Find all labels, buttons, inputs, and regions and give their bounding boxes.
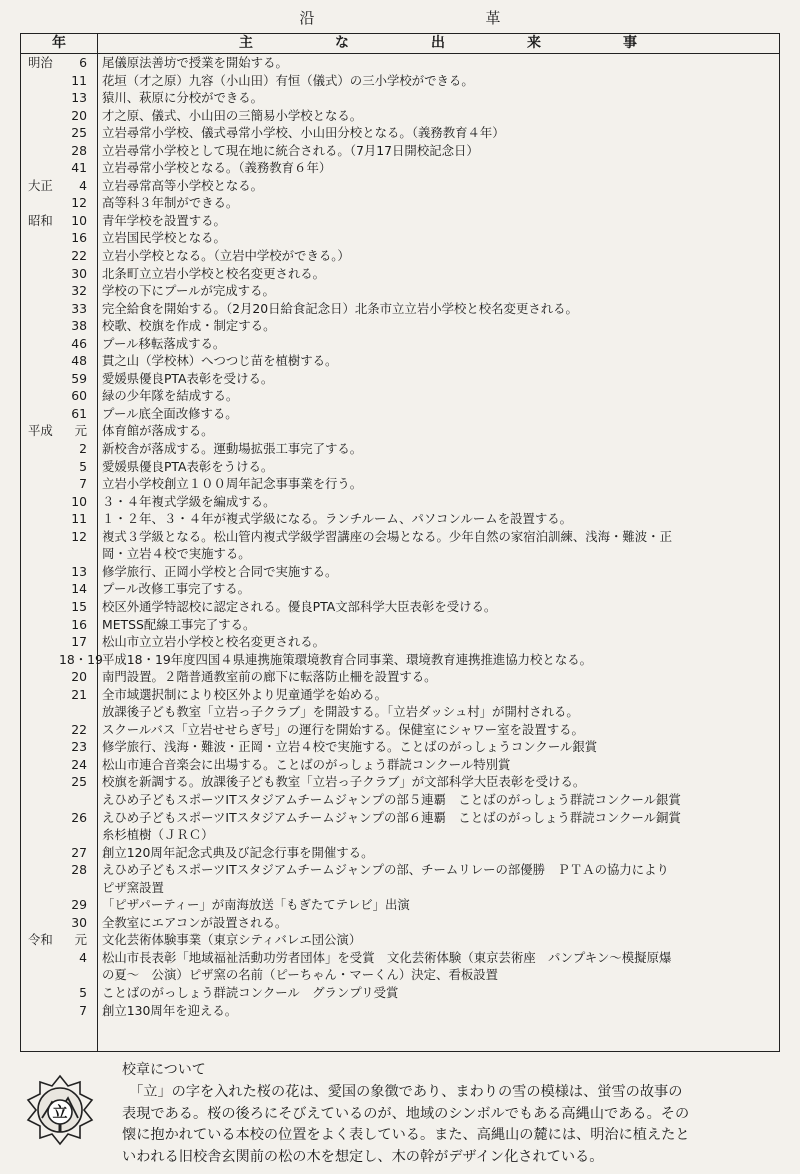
row-event <box>97 931 779 949</box>
table-row <box>21 756 779 774</box>
row-year: 33 <box>71 300 87 316</box>
row-era <box>21 229 59 247</box>
event-line: 糸杉植樹（ＪＲＣ） <box>102 827 214 843</box>
header-year: 年 <box>52 35 66 51</box>
table-row <box>21 387 779 405</box>
table-row <box>21 580 779 598</box>
emblem-heading: 校章について <box>122 1062 206 1078</box>
event-line: 体育館が落成する。 <box>102 423 214 439</box>
event-line: 立岩尋常小学校として現在地に統合される。（7月17日開校記念日） <box>102 142 479 158</box>
table-row <box>21 651 779 669</box>
event-line: ３・４年複式学級を編成する。 <box>102 493 276 509</box>
row-event <box>97 896 779 914</box>
event-line: プール底全面改修する。 <box>102 405 238 421</box>
row-era: 明治 <box>28 55 53 70</box>
table-row <box>21 229 779 247</box>
table-row <box>21 405 779 423</box>
row-era <box>21 124 59 142</box>
event-line: えひめ子どもスポーツITスタジアムチームジャンプの部５連覇 ことばのがっしょう群読コンクール銀賞 <box>102 791 681 807</box>
row-event <box>97 159 779 177</box>
row-era <box>21 914 59 932</box>
table-row <box>21 493 779 511</box>
table-row <box>21 300 779 318</box>
table-row <box>21 721 779 739</box>
row-event <box>97 616 779 634</box>
row-era <box>21 633 59 651</box>
row-year: 13 <box>71 90 87 106</box>
table-row <box>21 89 779 107</box>
history-table <box>20 33 780 1052</box>
row-era <box>21 651 59 669</box>
table-row <box>21 335 779 353</box>
row-event <box>97 668 779 686</box>
row-era <box>21 668 59 686</box>
row-event <box>97 317 779 335</box>
event-line: 全市域選択制により校区外より児童通学を始める。 <box>102 686 387 702</box>
event-line: 才之原、儀式、小山田の三簡易小学校となる。 <box>102 107 363 123</box>
event-line: 創立130周年を迎える。 <box>102 1002 238 1018</box>
event-line: 複式３学級となる。松山管内複式学級学習講座の会場となる。少年自然の家宿泊訓練、浅海・難波・正 <box>102 528 672 544</box>
row-year: 48 <box>71 353 87 369</box>
event-line: 愛媛県優良PTA表彰をうける。 <box>102 458 274 474</box>
table-row <box>21 458 779 476</box>
event-line: 「ピザパーティー」が南海放送「もぎたてテレビ」出演 <box>102 897 410 913</box>
row-era <box>21 1002 59 1020</box>
row-year: 17 <box>71 634 87 650</box>
row-event <box>97 756 779 774</box>
row-era <box>21 580 59 598</box>
row-year: 7 <box>79 1002 87 1018</box>
row-era <box>21 107 59 125</box>
event-line: 新校舎が落成する。運動場拡張工事完了する。 <box>102 441 363 457</box>
table-row <box>21 1002 779 1020</box>
event-line: １・２年、３・４年が複式学級になる。ランチルーム、パソコンルームを設置する。 <box>102 511 573 527</box>
emblem-text-line: 懐に抱かれている本校の位置をよく表している。また、高縄山の麓には、明治に植えたと <box>122 1127 690 1143</box>
event-line: 校旗を新調する。放課後子ども教室「立岩っ子クラブ」が文部科学大臣表彰を受ける。 <box>102 774 586 790</box>
table-row <box>21 949 779 984</box>
row-era: 昭和 <box>28 212 53 228</box>
row-year: 10 <box>71 212 87 228</box>
table-row <box>21 370 779 388</box>
row-era <box>21 300 59 318</box>
row-year: 12 <box>71 195 87 211</box>
row-era <box>21 72 59 90</box>
row-year: 30 <box>71 265 87 281</box>
row-event <box>97 229 779 247</box>
row-year: 20 <box>71 669 87 685</box>
table-row <box>21 809 779 844</box>
event-line: 校歌、校旗を作成・制定する。 <box>102 318 276 334</box>
table-row <box>21 352 779 370</box>
row-year: 29 <box>71 897 87 913</box>
row-event <box>97 809 779 844</box>
table-row <box>21 861 779 896</box>
table-row <box>21 844 779 862</box>
row-event <box>97 528 779 563</box>
table-row <box>21 107 779 125</box>
row-year: 61 <box>71 405 87 421</box>
row-era <box>21 686 59 721</box>
row-year: 21 <box>71 686 87 702</box>
row-year: 24 <box>71 756 87 772</box>
table-row <box>21 773 779 808</box>
row-era <box>21 247 59 265</box>
event-line: 尾儀原法善坊で授業を開始する。 <box>102 55 288 70</box>
row-year: 18・19 <box>59 651 103 667</box>
row-event <box>97 861 779 896</box>
row-event <box>97 440 779 458</box>
event-line: 立岩尋常小学校、儀式尋常小学校、小山田分校となる。（義務教育４年） <box>102 125 505 141</box>
table-row <box>21 686 779 721</box>
event-line: METSS配線工事完了する。 <box>102 616 256 632</box>
row-event <box>97 124 779 142</box>
event-line: 創立120周年記念式典及び記念行事を開催する。 <box>102 844 374 860</box>
table-row <box>21 598 779 616</box>
row-event <box>97 651 779 669</box>
row-era <box>21 142 59 160</box>
row-year: 5 <box>79 458 87 474</box>
table-row <box>21 54 779 72</box>
row-year: 28 <box>71 862 87 878</box>
table-row <box>21 265 779 283</box>
table-row <box>21 177 779 195</box>
row-year: 26 <box>71 809 87 825</box>
row-event <box>97 984 779 1002</box>
event-line: 修学旅行、浅海・難波・正岡・立岩４校で実施する。ことばのがっしょうコンクール銀賞 <box>102 739 598 755</box>
row-year: 4 <box>79 177 87 193</box>
event-line: 立岩小学校創立１００周年記念事事業を行う。 <box>102 476 363 492</box>
event-line: 立岩国民学校となる。 <box>102 230 226 246</box>
row-era <box>21 352 59 370</box>
row-event <box>97 282 779 300</box>
event-line: 放課後子ども教室「立岩っ子クラブ」を開設する。「立岩ダッシュ村」が開村される。 <box>102 704 579 720</box>
row-era <box>21 89 59 107</box>
row-year: 22 <box>71 248 87 264</box>
row-event <box>97 580 779 598</box>
table-row <box>21 247 779 265</box>
row-year: 元 <box>74 932 87 948</box>
row-event <box>97 352 779 370</box>
table-row <box>21 194 779 212</box>
row-event <box>97 142 779 160</box>
row-event <box>97 1002 779 1020</box>
table-row <box>21 616 779 634</box>
row-era: 大正 <box>28 177 53 193</box>
row-event <box>97 563 779 581</box>
row-era <box>21 738 59 756</box>
row-event <box>97 914 779 932</box>
row-era <box>21 387 59 405</box>
row-year: 59 <box>71 370 87 386</box>
row-year: 元 <box>74 423 87 439</box>
event-line: プール移転落成する。 <box>102 335 226 351</box>
row-era: 平成 <box>28 423 53 439</box>
row-era <box>21 809 59 844</box>
table-row <box>21 440 779 458</box>
row-year: 12 <box>71 528 87 544</box>
row-year: 46 <box>71 335 87 351</box>
table-row <box>21 159 779 177</box>
row-event <box>97 844 779 862</box>
row-event <box>97 54 779 72</box>
row-era <box>21 335 59 353</box>
table-row <box>21 931 779 949</box>
row-year: 5 <box>79 984 87 1000</box>
table-body <box>21 54 779 1019</box>
row-year: 11 <box>71 72 87 88</box>
row-event <box>97 387 779 405</box>
row-event <box>97 177 779 195</box>
row-event <box>97 107 779 125</box>
row-era <box>21 370 59 388</box>
event-line: 貫之山（学校林）へつつじ苗を植樹する。 <box>102 353 338 369</box>
event-line: 南門設置。２階普通教室前の廊下に転落防止柵を設置する。 <box>102 669 437 685</box>
row-year: 20 <box>71 107 87 123</box>
row-year: 16 <box>71 616 87 632</box>
emblem-text-line: いわれる旧校舎玄関前の松の木を想定し、木の幹がデザイン化されている。 <box>122 1148 604 1165</box>
row-era <box>21 861 59 896</box>
event-line: ことばのがっしょう群読コンクール グランプリ受賞 <box>102 984 399 1000</box>
row-era <box>21 510 59 528</box>
row-year: 25 <box>71 774 87 790</box>
row-year: 28 <box>71 142 87 158</box>
row-year: 6 <box>79 55 87 70</box>
row-event <box>97 194 779 212</box>
row-event <box>97 458 779 476</box>
table-row <box>21 72 779 90</box>
emblem-text-line: 「立」の字を入れた桜の花は、愛国の象徴であり、まわりの雪の模様は、蛍雪の故事の <box>122 1084 683 1100</box>
row-year: 41 <box>71 160 87 176</box>
row-year: 38 <box>71 318 87 334</box>
page-title: 沿 革 <box>299 9 579 27</box>
row-event <box>97 247 779 265</box>
row-event <box>97 300 779 318</box>
table-row <box>21 212 779 230</box>
row-event <box>97 686 779 721</box>
row-event <box>97 422 779 440</box>
row-era <box>21 194 59 212</box>
row-year: 13 <box>71 563 87 579</box>
row-event <box>97 510 779 528</box>
row-era <box>21 528 59 563</box>
event-line: 文化芸術体験事業（東京シティバレエ団公演） <box>102 932 362 948</box>
event-line: ピザ窯設置 <box>102 879 164 895</box>
event-line: 猿川、萩原に分校ができる。 <box>102 90 264 106</box>
row-era <box>21 721 59 739</box>
row-event <box>97 633 779 651</box>
emblem-section <box>0 1058 800 1174</box>
row-year: 22 <box>71 721 87 737</box>
row-era <box>21 773 59 808</box>
row-event <box>97 212 779 230</box>
row-year: 30 <box>71 914 87 930</box>
table-row <box>21 124 779 142</box>
row-era <box>21 440 59 458</box>
row-year: 15 <box>71 598 87 614</box>
event-line: 全教室にエアコンが設置される。 <box>102 914 288 930</box>
table-row <box>21 142 779 160</box>
table-row <box>21 668 779 686</box>
row-event <box>97 493 779 511</box>
row-era <box>21 458 59 476</box>
row-year: 25 <box>71 125 87 141</box>
event-line: 愛媛県優良PTA表彰を受ける。 <box>102 370 274 386</box>
table-row <box>21 633 779 651</box>
table-row <box>21 317 779 335</box>
row-year: 27 <box>71 844 87 860</box>
row-era <box>21 159 59 177</box>
row-era <box>21 493 59 511</box>
row-event <box>97 370 779 388</box>
table-row <box>21 422 779 440</box>
table-row <box>21 475 779 493</box>
row-event <box>97 335 779 353</box>
table-row <box>21 282 779 300</box>
table-row <box>21 510 779 528</box>
event-line: 学校の下にプールが完成する。 <box>102 283 275 299</box>
row-era <box>21 598 59 616</box>
event-line: 北条町立立岩小学校と校名変更される。 <box>102 265 326 281</box>
row-era <box>21 282 59 300</box>
row-year: 23 <box>71 739 87 755</box>
row-event <box>97 949 779 984</box>
row-event <box>97 405 779 423</box>
row-era <box>21 475 59 493</box>
row-era <box>21 984 59 1002</box>
school-emblem-icon <box>22 1072 98 1148</box>
row-year: 32 <box>71 283 87 299</box>
emblem-description <box>122 1082 782 1168</box>
row-year: 16 <box>71 230 87 246</box>
row-year: 2 <box>79 441 87 457</box>
row-event <box>97 721 779 739</box>
event-line: 松山市長表彰「地域福祉活動功労者団体」を受賞 文化芸術体験（東京芸術座 パンプキン～模擬原爆 <box>102 949 672 965</box>
table-row <box>21 528 779 563</box>
event-line: 花垣（才之原）九容（小山田）有恒（儀式）の三小学校ができる。 <box>102 72 474 88</box>
row-era <box>21 317 59 335</box>
row-event <box>97 475 779 493</box>
event-line: 立岩尋常小学校となる。（義務教育６年） <box>102 160 332 176</box>
row-event <box>97 89 779 107</box>
event-line: 完全給食を開始する。（2月20日給食記念日）北条市立立岩小学校と校名変更される。 <box>102 300 578 316</box>
row-year: 10 <box>71 493 87 509</box>
row-era <box>21 949 59 984</box>
event-line: 立岩尋常高等小学校となる。 <box>102 177 264 193</box>
row-year: 7 <box>79 476 87 492</box>
event-line: スクールバス「立岩せせらぎ号」の運行を開始する。保健室にシャワー室を設置する。 <box>102 721 584 737</box>
table-row <box>21 984 779 1002</box>
row-year: 14 <box>71 581 87 597</box>
row-era <box>21 563 59 581</box>
event-line: えひめ子どもスポーツITスタジアムチームジャンプの部、チームリレーの部優勝 ＰＴＡの協力により <box>102 862 669 878</box>
table-row <box>21 914 779 932</box>
row-era <box>21 265 59 283</box>
row-era <box>21 405 59 423</box>
row-event <box>97 738 779 756</box>
row-event <box>97 265 779 283</box>
row-event <box>97 72 779 90</box>
row-year: 11 <box>71 511 87 527</box>
event-line: の夏～ 公演）ピザ窯の名前（ピーちゃん・マーくん）決定、看板設置 <box>102 967 499 983</box>
row-era <box>21 896 59 914</box>
event-line: えひめ子どもスポーツITスタジアムチームジャンプの部６連覇 ことばのがっしょう群読コンクール銅賞 <box>102 809 681 825</box>
event-line: プール改修工事完了する。 <box>102 581 251 597</box>
row-year: 60 <box>71 388 87 404</box>
row-event <box>97 598 779 616</box>
event-line: 高等科３年制ができる。 <box>102 195 239 211</box>
row-era <box>21 756 59 774</box>
event-line: 平成18・19年度四国４県連携施策環境教育合同事業、環境教育連携推進協力校となる。 <box>102 651 592 667</box>
event-line: 立岩小学校となる。（立岩中学校ができる。） <box>102 248 350 264</box>
emblem-glyph: 立 <box>52 1103 68 1121</box>
event-line: 松山市連合音楽会に出場する。ことばのがっしょう群読コンクール特別賞 <box>102 756 511 772</box>
event-line: 緑の少年隊を結成する。 <box>102 388 239 404</box>
header-events: 主 な 出 来 事 <box>239 35 671 51</box>
emblem-text-line: 表現である。桜の後ろにそびえているのが、地域のシンボルでもある高縄山である。その <box>122 1105 690 1122</box>
event-line: 松山市立立岩小学校と校名変更される。 <box>102 634 326 650</box>
row-year: 4 <box>79 949 87 965</box>
table-header <box>21 34 779 54</box>
event-line: 校区外通学特認校に認定される。優良PTA文部科学大臣表彰を受ける。 <box>102 598 497 614</box>
event-line: 修学旅行、正岡小学校と合同で実施する。 <box>102 563 338 579</box>
event-line: 青年学校を設置する。 <box>102 212 226 228</box>
row-event <box>97 773 779 808</box>
row-era: 令和 <box>28 932 53 948</box>
table-row <box>21 896 779 914</box>
row-era <box>21 844 59 862</box>
row-era <box>21 616 59 634</box>
table-row <box>21 563 779 581</box>
table-row <box>21 738 779 756</box>
event-line: 岡・立岩４校で実施する。 <box>102 546 251 562</box>
